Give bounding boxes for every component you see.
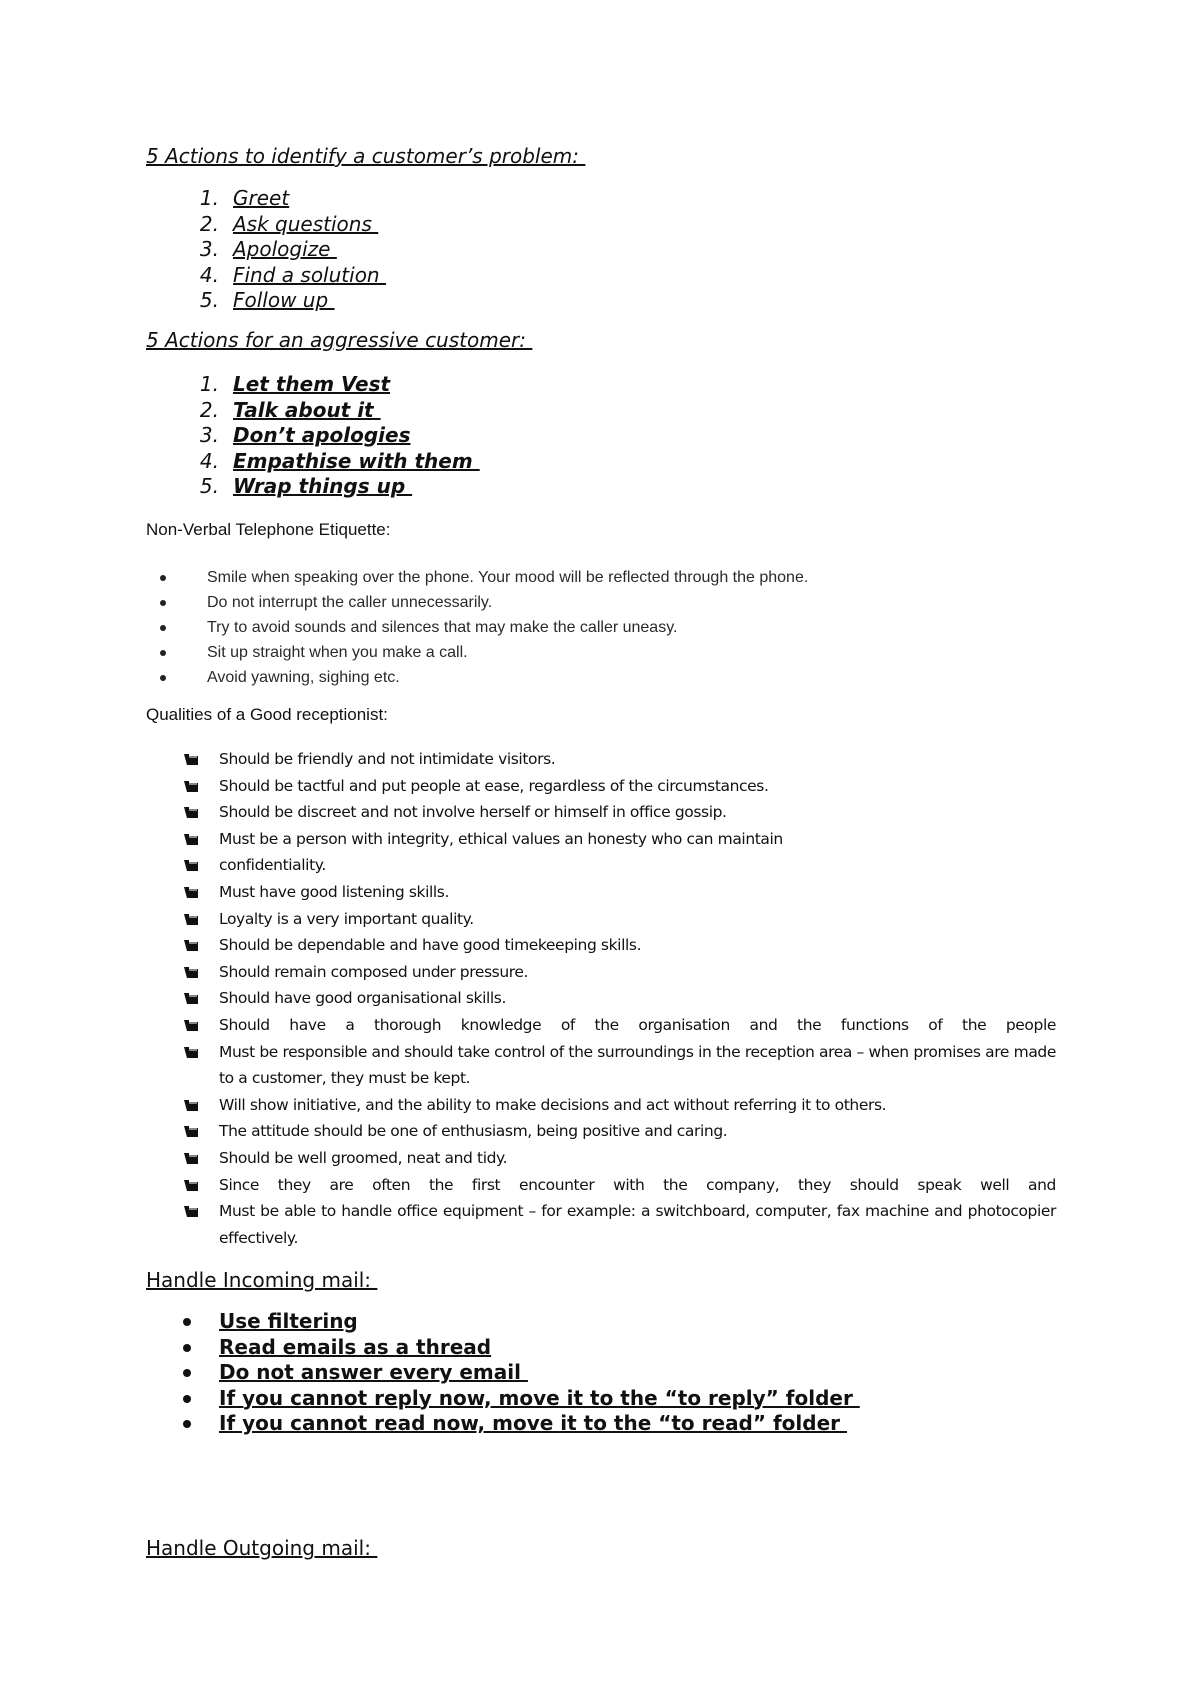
list-item: Should remain composed under pressure. <box>146 959 1056 986</box>
aggressive-list <box>146 372 480 500</box>
list-item: 5. Follow up <box>199 288 335 312</box>
list-item: Should be friendly and not intimidate visitors. <box>146 746 1056 773</box>
etiquette-heading: Non-Verbal Telephone Etiquette: <box>146 520 391 539</box>
list-item: Must be responsible and should take control of the surroundings in the reception area – when promises are made to a customer, they must be kept. <box>146 1039 1056 1092</box>
flag-bullet-icon <box>183 913 199 926</box>
list-item: 3. Don’t apologies <box>199 423 411 447</box>
list-item: 3. Apologize <box>199 237 337 261</box>
flag-bullet-icon <box>183 859 199 872</box>
bullet-icon <box>160 650 166 656</box>
document-page: 5 Actions to identify a customer’s problem: 1. Greet 2. Ask questions 3. Apologize 4. Find a solution 5. Follow up 5 Actions for an aggressive customer: 1. Let them Vest 2. Talk about it 3. Don’t apologies 4. Empathise with them 5. Wrap things up Non-Verbal Telephone Etiquette: Smile when speaking over the phone. Your mood will be reflected through the phone. Do not interrupt the caller unnecessarily. Try to avoid sounds and silences that may make the caller uneasy. Sit up straight when you make a call. Avoid yawning, sighing etc. Qualities of a Good receptionist: Should be friendly and not intimidate visitors. Should be tactful and put people at ease, regardless of the circumstances. Should be discreet and not involve herself or himself in office gossip. Must be a person with integrity, ethical values an honesty who can maintain confidentiality. Must have good listening skills. Loyalty is a very important quality. Should be dependable and have good timekeeping skills. Should remain composed under pressure. Should have good organisational skills. Should have a thorough knowledge of the organisation and the functions of the people Must be responsible and should take control of the surroundings in the reception area – when promises are made to a customer, they must be kept. Will show initiative, and the ability to make decisions and act without referring it to others. The attitude should be one of enthusiasm, being positive and caring. Should be well groomed, neat and tidy. Since they are often the first encounter with the company, they should speak well and Must be able to handle office equipment – for example: a switchboard, computer, fax machine and photocopier effectively. Handle Incoming mail: Use filtering Read emails as a thread Do not answer every email If you cannot reply now, move it to the “to reply” folder If you cannot read now, move it to the “to read” folder Handle Outgoing mail: <box>146 144 1056 1560</box>
bullet-icon <box>183 1318 191 1326</box>
list-item: Loyalty is a very important quality. <box>146 906 1056 933</box>
list-item: Should have good organisational skills. <box>146 985 1056 1012</box>
list-item: Should be dependable and have good timekeeping skills. <box>146 932 1056 959</box>
flag-bullet-icon <box>183 992 199 1005</box>
outgoing-mail-heading: Handle Outgoing mail: <box>146 1536 378 1560</box>
bullet-icon <box>160 675 166 681</box>
problem-list <box>146 186 386 314</box>
flag-bullet-icon <box>183 833 199 846</box>
list-item: Must have good listening skills. <box>146 879 1056 906</box>
list-item: confidentiality. <box>146 852 1056 879</box>
flag-bullet-icon <box>183 1019 199 1032</box>
bullet-icon <box>183 1395 191 1403</box>
bullet-icon <box>183 1420 191 1428</box>
list-item: The attitude should be one of enthusiasm, being positive and caring. <box>146 1118 1056 1145</box>
aggressive-heading: 5 Actions for an aggressive customer: <box>146 328 533 352</box>
list-item: 4. Empathise with them <box>199 448 480 473</box>
bullet-icon <box>160 625 166 631</box>
bullet-icon <box>160 575 166 581</box>
flag-bullet-icon <box>183 939 199 952</box>
list-item: Should be discreet and not involve herself or himself in office gossip. <box>146 799 1056 826</box>
flag-bullet-icon <box>183 1099 199 1112</box>
list-item: Must be able to handle office equipment – for example: a switchboard, computer, fax machine and photocopier effectively. <box>146 1198 1056 1251</box>
flag-bullet-icon <box>183 806 199 819</box>
list-item: Should be tactful and put people at ease, regardless of the circumstances. <box>146 773 1056 800</box>
flag-bullet-icon <box>183 886 199 899</box>
qualities-heading: Qualities of a Good receptionist: <box>146 705 388 724</box>
list-item: 5. Wrap things up <box>199 474 413 498</box>
flag-bullet-icon <box>183 966 199 979</box>
problem-heading: 5 Actions to identify a customer’s problem: <box>146 144 586 168</box>
bullet-icon <box>160 600 166 606</box>
flag-bullet-icon <box>183 753 199 766</box>
flag-bullet-icon <box>183 1125 199 1138</box>
incoming-mail-heading: Handle Incoming mail: <box>146 1268 378 1292</box>
flag-bullet-icon <box>183 1152 199 1165</box>
list-item: 2. Talk about it <box>199 397 381 422</box>
qualities-list <box>146 746 1056 1251</box>
list-item: Must be a person with integrity, ethical values an honesty who can maintain <box>146 826 1056 853</box>
flag-bullet-icon <box>183 780 199 793</box>
list-item: Should be well groomed, neat and tidy. <box>146 1145 1056 1172</box>
flag-bullet-icon <box>183 1205 199 1218</box>
list-item: Since they are often the first encounter with the company, they should speak well and <box>146 1172 1056 1199</box>
list-item: Will show initiative, and the ability to make decisions and act without referring it to others. <box>146 1092 1056 1119</box>
list-item: 4. Find a solution <box>199 262 386 287</box>
list-item: 1. Greet <box>199 186 290 210</box>
bullet-icon <box>183 1369 191 1377</box>
list-item: 2. Ask questions <box>199 211 379 236</box>
flag-bullet-icon <box>183 1046 199 1059</box>
list-item: 1. Let them Vest <box>199 372 391 396</box>
list-item: Should have a thorough knowledge of the organisation and the functions of the people <box>146 1012 1056 1039</box>
flag-bullet-icon <box>183 1179 199 1192</box>
bullet-icon <box>183 1344 191 1352</box>
